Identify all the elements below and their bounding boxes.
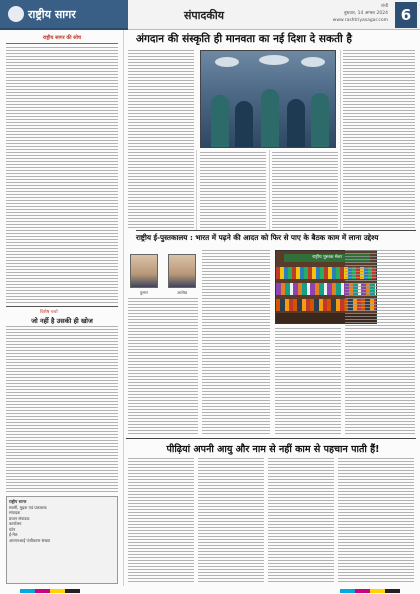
- column-rule: [123, 30, 124, 586]
- meta-website: www.rashtriyasagar.com: [332, 18, 388, 23]
- divider: [136, 230, 416, 231]
- column-rule: [269, 150, 270, 230]
- author-photo: [168, 254, 196, 288]
- imprint-line: कार्यालय: [9, 521, 22, 526]
- section-banner: [0, 0, 128, 30]
- surgery-photo: [200, 50, 336, 148]
- article-text: [202, 250, 270, 434]
- imprint-line: आरएनआई पंजीकरण संख्या: [9, 537, 51, 543]
- masthead: [0, 0, 420, 30]
- print-registration-bar: [340, 589, 400, 593]
- author-photo: [130, 254, 158, 288]
- column-rule: [196, 150, 197, 230]
- emblem-icon: [8, 6, 24, 22]
- editorial-heading: जो नहीं है उसकी ही खोज: [31, 317, 93, 325]
- imprint-line: फोन: [9, 526, 16, 532]
- person-figure: [311, 93, 329, 147]
- person-figure: [211, 95, 229, 147]
- article-text: [198, 458, 264, 582]
- person-figure: [235, 101, 253, 147]
- section-title: राष्ट्रीय सागर: [28, 8, 76, 21]
- imprint-line: ई-मेल: [9, 532, 18, 537]
- left-article-text: [6, 47, 118, 303]
- imprint-line: राष्ट्रीय सागर: [9, 499, 27, 504]
- print-registration-bar: [20, 589, 80, 593]
- article-text: [128, 298, 198, 434]
- article-text: [338, 458, 414, 582]
- left-top-heading: राष्ट्रीय सागर की सोच: [6, 35, 118, 44]
- article-text: [128, 50, 194, 228]
- imprint-line: स्वामी, मुद्रक एवं प्रकाशक: [9, 504, 47, 510]
- article-text: [343, 50, 415, 228]
- meta-city: रांची: [380, 4, 388, 9]
- meta-date: बुधवार, 14 अगस्त 2024: [343, 11, 388, 16]
- person-figure: [287, 99, 305, 147]
- bottom-heading: पीढ़ियां अपनी आयु और नाम से नहीं काम से पहचान पाती हैं!: [166, 444, 380, 455]
- author-name: कुमार: [139, 290, 149, 295]
- article-text: [200, 152, 266, 228]
- category-label: संपादकीय: [184, 9, 225, 22]
- main-heading: अंगदान की संस्कृति ही मानवता का नई दिशा दे सकती है: [136, 33, 352, 45]
- author-name: आलेख: [176, 290, 188, 295]
- person-figure: [261, 89, 279, 147]
- lamp-shape: [259, 55, 289, 65]
- divider: [126, 438, 416, 439]
- imprint-line: संपादक: [9, 510, 21, 515]
- article-text: [128, 458, 194, 582]
- imprint-box: [6, 496, 118, 584]
- column-rule: [340, 50, 341, 230]
- article-text: [268, 458, 334, 582]
- imprint-line: प्रधान संपादक: [9, 515, 30, 521]
- divider: [6, 306, 118, 307]
- masthead-meta: [300, 3, 388, 24]
- article-text: [345, 250, 415, 434]
- bookstall-banner: राष्ट्रीय पुस्तक मेला: [284, 254, 370, 262]
- lamp-shape: [215, 57, 239, 67]
- imprint-lines: [7, 497, 117, 545]
- second-heading: राष्ट्रीय ई-पुस्तकालय : भारत में पढ़ने की आदत को फिर से पाए के बैठक काम में लाना उद्देश्य: [136, 233, 379, 242]
- lamp-shape: [301, 57, 325, 67]
- article-text: [272, 152, 338, 228]
- article-text: [275, 328, 341, 434]
- editorial-tag: विशेष चर्चा: [40, 310, 58, 315]
- page-number-badge: 6: [395, 2, 417, 28]
- editorial-text: [6, 326, 118, 492]
